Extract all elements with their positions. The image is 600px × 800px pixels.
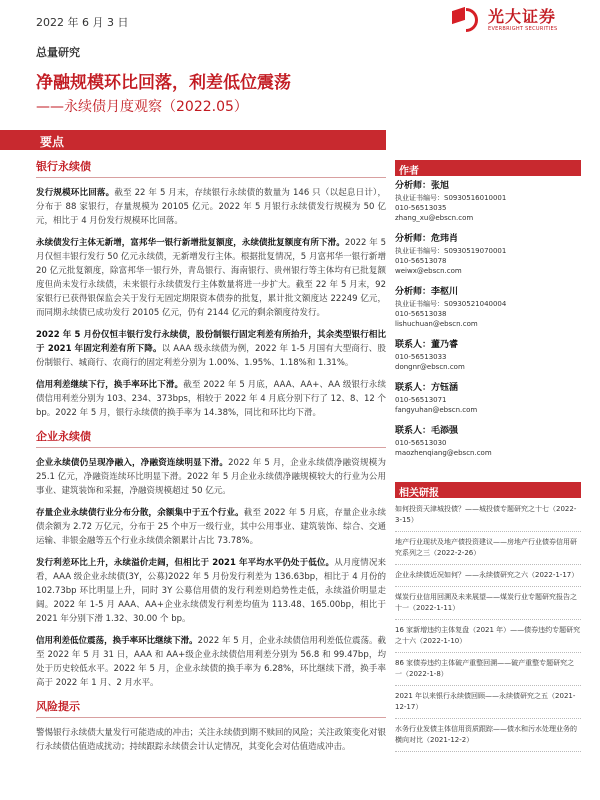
related-report-link[interactable]: 煤炭行业信用回溯及未来展望——煤炭行业专题研究报告之十一（2022-1-11） [395,592,581,620]
logo-icon [452,6,482,34]
logo-name-en: EVERBRIGHT SECURITIES [488,26,558,32]
section-heading-bank: 银行永续债 [36,158,386,178]
paragraph: 存量企业永续债行业分布分散，余额集中于五个行业。截至 2022 年 5 月底，存量企业永续债余额为 2.72 万亿元，分布于 25 个申万一级行业，其中公用事业、建筑装饰、综合、交通运输、非银金融等五个行业永续债余额累计占比 73.78%。 [36,508,386,546]
analyst-card: 分析师：危玮肖 执业证书编号：S0930519070001 010-56513078 weiwx@ebscn.com [395,234,507,275]
logo-name-cn: 光大证券 [488,7,557,26]
paragraph: 永续债发行主体无新增，富邦华一银行新增批复额度，永续债批复额度有所下滑。2022 年 5 月仅恒丰银行发行 50 亿元永续债，无新增发行主体。根据批复情况，5 月富邦华一银行新增 20 亿元批复额度，除富邦华一银行外，青岛银行、海南银行、贵州银行等主体均有已批复额度但尚未发行永续债，未来银行永续债发行主体数量将进一步扩大。截至 22 年 5 月末，92 家银行已获得银保监会关于发行无固定期限资本债券的批复，累计批文额度达 22249 亿元，而同期永续债已成功发行 20105 亿元，仍有 2144 亿元的剩余额度待发行。 [36,238,386,318]
paragraph: 2022 年 5 月份仅恒丰银行发行永续债，股份制银行固定利差有所抬升，其余类型银行相比于 2021 年固定利差有所下降。以 AAA 级永续债为例，2022 年 1-5 月国有大型商行、股份制银行、城商行、农商行的固定利差分别为 1.00%、1.95%、1.18%和 1.31%。 [36,330,386,368]
related-reports-list [395,504,581,757]
paragraph: 发行利差环比上升，永续溢价走阔，但相比于 2021 年平均水平仍处于低位。从月度情况来看，AAA 级企业永续债(3Y，公募)2022 年 5 月份发行利差为 136.63bp，相比于 4 月份的 102.73bp 环比明显上升，同时 3Y 公募信用债的发行利差则趋势性走低，永续溢价明显走阔。2022 年 1-5 月 AAA、AA+企业永续债发行利差均值为 113.48、165.00bp，相比于 2021 年分别下滑 1.32、30.00 个 bp。 [36,558,386,624]
key-points-label: 要点 [40,135,65,149]
related-label: 相关研报 [399,488,439,499]
related-report-link[interactable]: 86 家债券违约主体破产重整回溯——破产重整专题研究之一（2022-1-8） [395,658,581,686]
paragraph: 信用利差低位震荡，换手率环比继续下滑。2022 年 5 月，企业永续债信用利差低位震荡。截至 2022 年 5 月 31 日，AAA 和 AA+级企业永续债信用利差分别为 56.8 和 99.47bp，均处于历史较低水平。2022 年 5 月，企业永续债的换手率为 6.28%，环比继续下滑，换手率高于 2022 年 1 月、2 月水平。 [36,636,386,688]
key-points-bar [0,130,386,150]
related-report-link[interactable]: 地产行业现状及地产债投资建议——房地产行业债券信用研究系列之三（2022-2-26） [395,537,581,565]
report-title: 净融规模环比回落，利差低位震荡 [36,73,291,93]
related-reports-bar [395,482,581,498]
section-heading-risk: 风险提示 [36,698,386,718]
authors-label: 作者 [399,166,419,177]
brand-logo [452,6,557,34]
related-report-link[interactable]: 16 家新增违约主体复盘（2021 年）——债券违约专题研究之十六（2022-1-10） [395,625,581,653]
main-content [36,158,386,762]
paragraph: 信用利差继续下行，换手率环比下滑。截至 2022 年 5 月底，AAA、AA+、AA 级银行永续债信用利差分别为 103、234、373bps，相较于 2022 年 4 月底分别下行了 12、8、12 个 bp。2022 年 5 月，银行永续债的换手率为 14.38%，同比和环比均下滑。 [36,380,386,418]
report-subtitle: ——永续债月度观察（2022.05） [36,99,248,115]
authors-list [395,180,581,468]
report-date: 2022 年 6 月 3 日 [36,16,129,29]
authors-bar [395,160,581,176]
related-report-link[interactable]: 如何投资天津城投债？——城投债专题研究之十七（2022-3-15） [395,504,581,532]
paragraph: 警惕银行永续债大量发行可能造成的冲击；关注永续债到期不赎回的风险；关注政策变化对银行永续债估值造成扰动；持续跟踪永续债会计认定情况，其变化会对估值造成冲击。 [36,728,386,752]
paragraph: 发行规模环比回落。截至 22 年 5 月末，存续银行永续债的数量为 146 只（以起息日计），分布于 88 家银行，存量规模为 20105 亿元。2022 年 5 月银行永续债发行规模为 50 亿元，相比于 4 月份发行规模环比回落。 [36,188,386,226]
related-report-link[interactable]: 水务行业发债主体信用资质跟踪——债水和污水处理业务的横向对比（2021-12-2） [395,724,581,752]
report-category: 总量研究 [36,46,80,59]
analyst-card: 分析师：李枢川 执业证书编号：S0930521040004 010-56513038 lishuchuan@ebscn.com [395,287,507,328]
analyst-card: 分析师：张旭 执业证书编号：S0930516010001 010-56513035 zhang_xu@ebscn.com [395,181,507,222]
section-heading-corp: 企业永续债 [36,428,386,448]
contact-card: 联系人：方钰涵 010-56513071 fangyuhan@ebscn.com [395,383,478,414]
contact-card: 联系人：董乃睿 010-56513033 dongnr@ebscn.com [395,340,465,371]
contact-card: 联系人：毛添强 010-56513030 maozhenqiang@ebscn.com [395,426,492,457]
related-report-link[interactable]: 2021 年以来银行永续债回顾——永续债研究之五（2021-12-17） [395,691,581,719]
paragraph: 企业永续债仍呈现净融入，净融资连续明显下滑。2022 年 5 月，企业永续债净融资规模为 25.1 亿元，净融资连续环比明显下滑。2022 年 5 月企业永续债净融规模较大的行业为公用事业、建筑装饰和采掘，净融资规模超过 50 亿元。 [36,458,386,496]
related-report-link[interactable]: 企业永续债近况如何？——永续债研究之六（2022-1-17） [395,570,581,587]
